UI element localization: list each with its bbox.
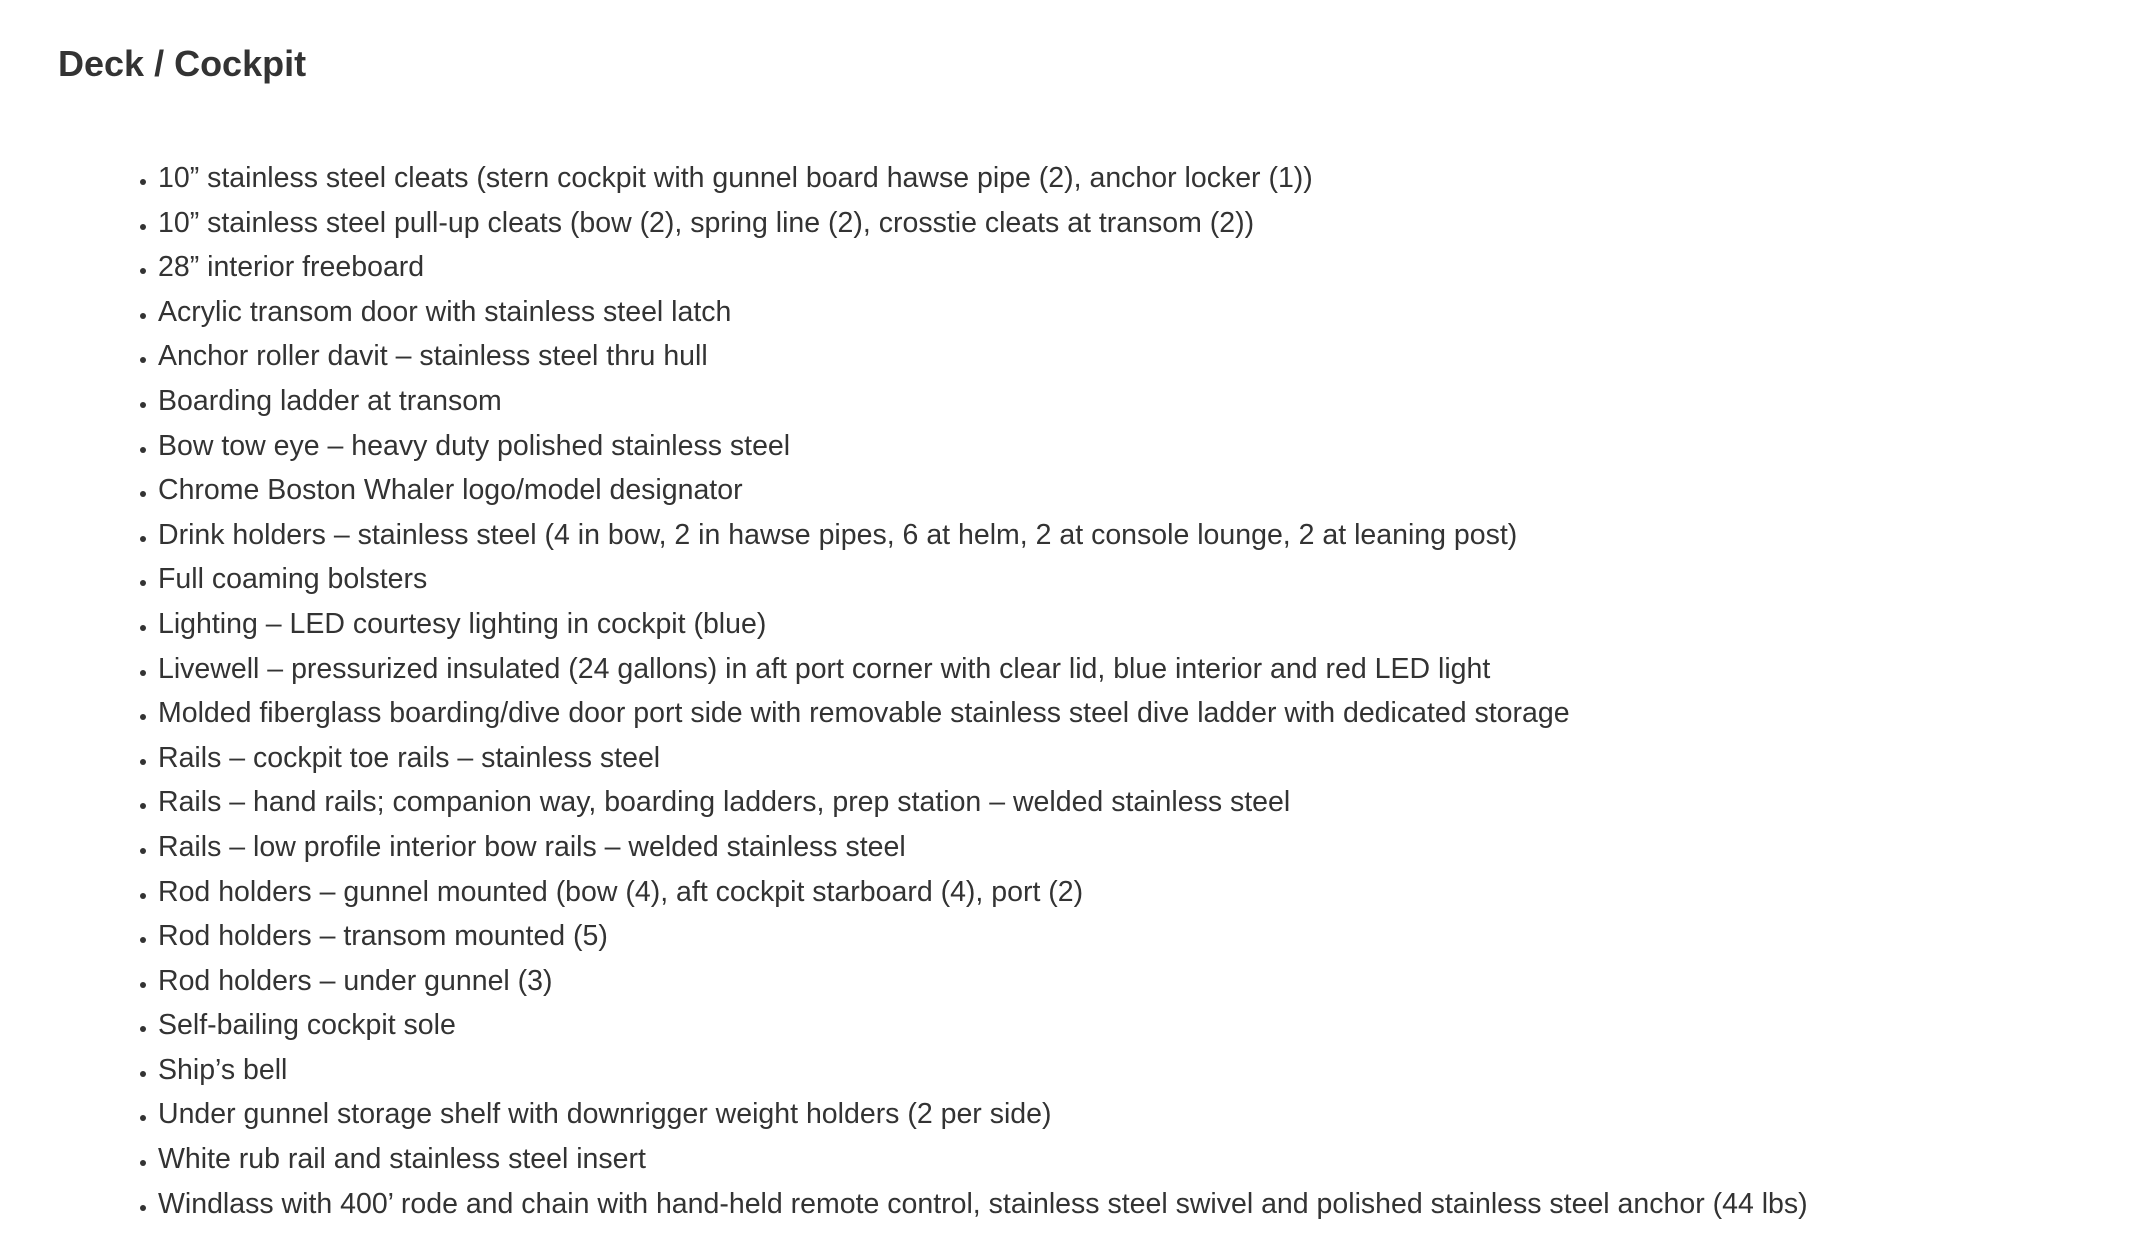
list-item: • Under gunnel storage shelf with downrigger weight holders (2 per side): [158, 1092, 1808, 1137]
list-item: • Anchor roller davit – stainless steel thru hull: [158, 334, 1808, 379]
list-item: • Bow tow eye – heavy duty polished stainless steel: [158, 424, 1808, 469]
list-item: • Chrome Boston Whaler logo/model designator: [158, 468, 1808, 513]
list-item: • Self-bailing cockpit sole: [158, 1003, 1808, 1048]
list-item: • Drink holders – stainless steel (4 in bow, 2 in hawse pipes, 6 at helm, 2 at console lounge, 2 at leaning post): [158, 513, 1808, 558]
list-item: • Rod holders – under gunnel (3): [158, 959, 1808, 1004]
list-item: • Acrylic transom door with stainless steel latch: [158, 290, 1808, 335]
feature-list: [158, 156, 1808, 1226]
list-item: • Ship’s bell: [158, 1048, 1808, 1093]
list-item: • 10” stainless steel pull-up cleats (bow (2), spring line (2), crosstie cleats at transom (2)): [158, 201, 1808, 246]
list-item: • Rails – hand rails; companion way, boarding ladders, prep station – welded stainless steel: [158, 780, 1808, 825]
list-item: • Rod holders – transom mounted (5): [158, 914, 1808, 959]
list-item: • Lighting – LED courtesy lighting in cockpit (blue): [158, 602, 1808, 647]
section-title: Deck / Cockpit: [58, 43, 307, 84]
list-item: • 28” interior freeboard: [158, 245, 1808, 290]
list-item: • 10” stainless steel cleats (stern cockpit with gunnel board hawse pipe (2), anchor locker (1)): [158, 156, 1808, 201]
list-item: • Molded fiberglass boarding/dive door port side with removable stainless steel dive ladder with dedicated storage: [158, 691, 1808, 736]
list-item: • Rod holders – gunnel mounted (bow (4), aft cockpit starboard (4), port (2): [158, 870, 1808, 915]
list-item: • Full coaming bolsters: [158, 557, 1808, 602]
list-item: • Rails – low profile interior bow rails – welded stainless steel: [158, 825, 1808, 870]
list-item: • Boarding ladder at transom: [158, 379, 1808, 424]
list-item: • Rails – cockpit toe rails – stainless steel: [158, 736, 1808, 781]
list-item: • White rub rail and stainless steel insert: [158, 1137, 1808, 1182]
list-item: • Livewell – pressurized insulated (24 gallons) in aft port corner with clear lid, blue interior and red LED light: [158, 647, 1808, 692]
list-item: • Windlass with 400’ rode and chain with hand-held remote control, stainless steel swivel and polished stainless steel anchor (44 lbs): [158, 1182, 1808, 1227]
